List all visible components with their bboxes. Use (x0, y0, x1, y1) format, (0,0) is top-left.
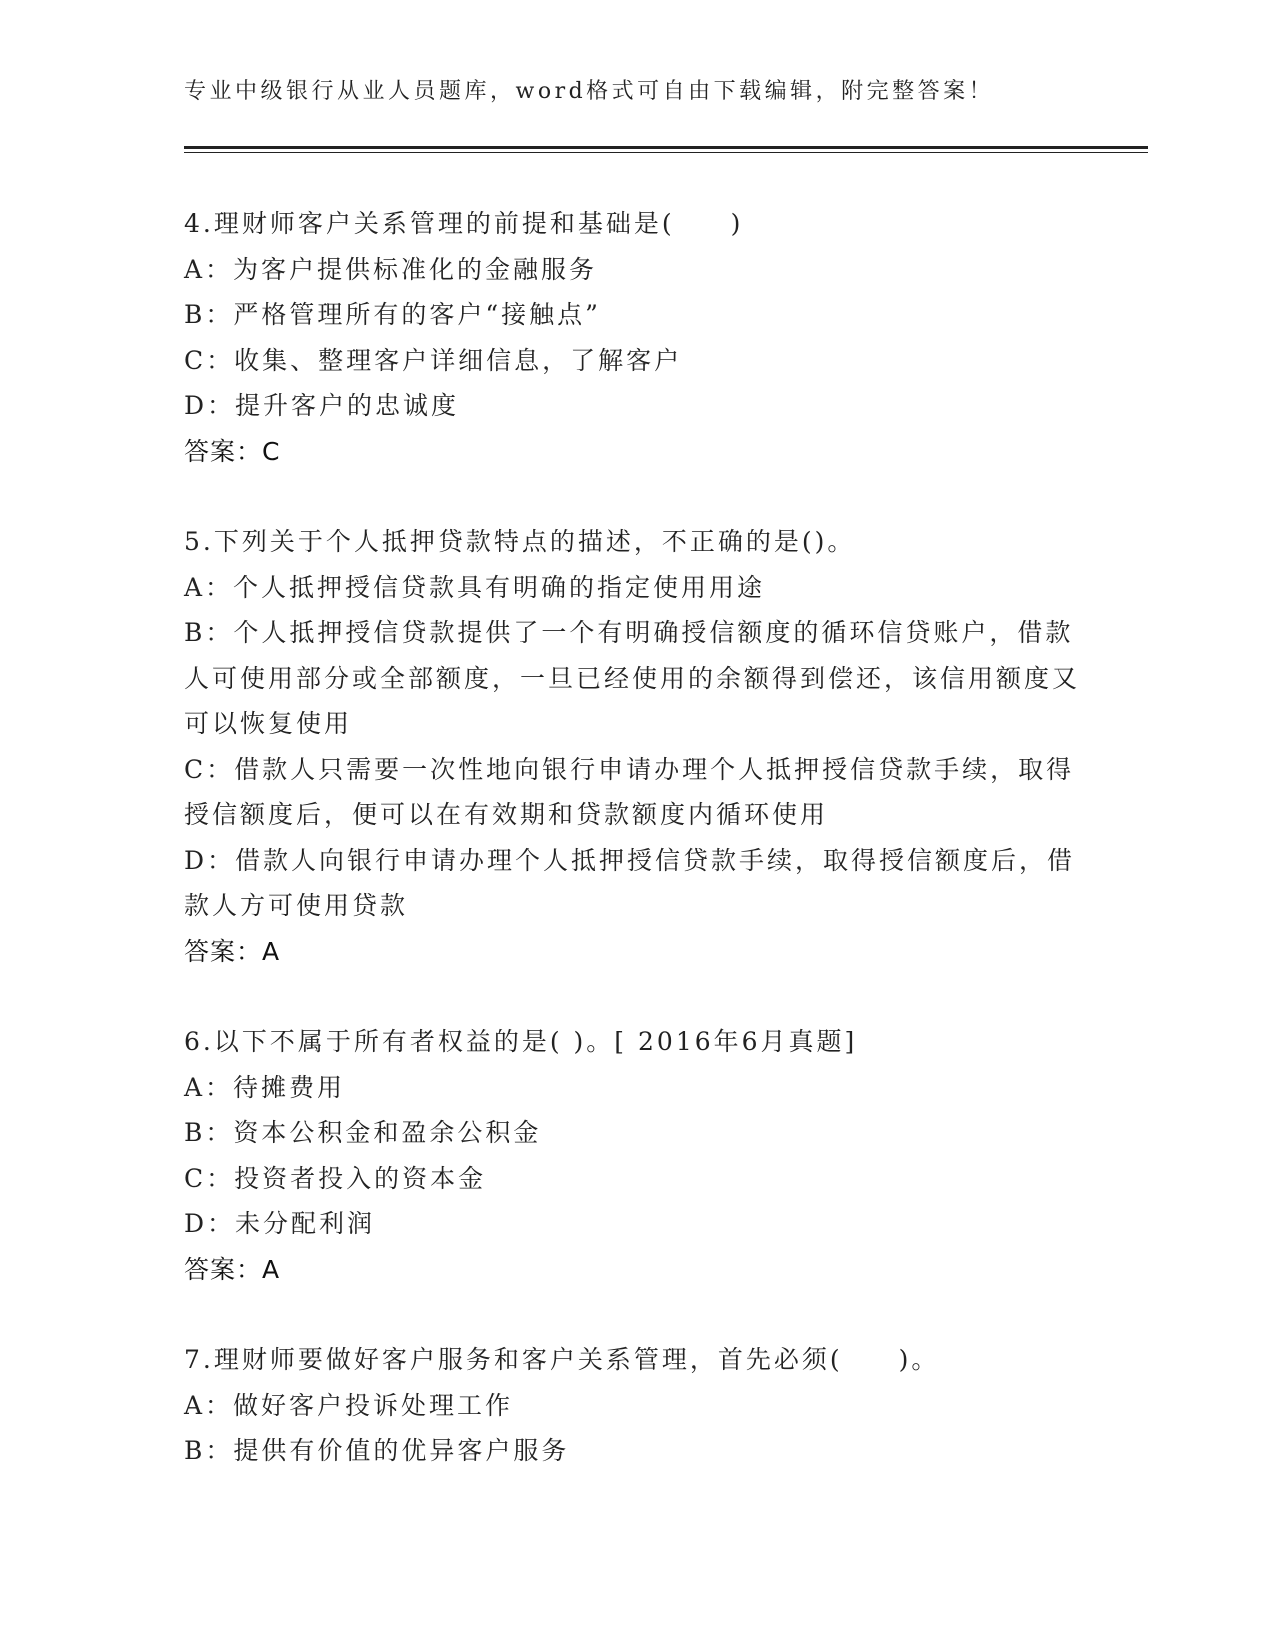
option-d: D：借款人向银行申请办理个人抵押授信贷款手续，取得授信额度后，借款人方可使用贷款 (184, 845, 1076, 920)
option-a: A：做好客户投诉处理工作 (184, 1390, 514, 1420)
question-stem: 4.理财师客户关系管理的前提和基础是( ) (184, 209, 744, 238)
answer-line: 答案：A (184, 936, 281, 966)
option-b: B：严格管理所有的客户“接触点” (184, 300, 601, 329)
question-6 (184, 1019, 1084, 1292)
option-a: A：个人抵押授信贷款具有明确的指定使用用途 (184, 572, 766, 602)
answer-line: 答案：A (184, 1254, 281, 1284)
question-7 (184, 1337, 1084, 1474)
question-stem: 7.理财师要做好客户服务和客户关系管理，首先必须( )。 (184, 1345, 940, 1374)
page-header: 专业中级银行从业人员题库，word格式可自由下载编辑，附完整答案！ (184, 79, 995, 104)
option-b: B：提供有价值的优异客户服务 (184, 1436, 570, 1465)
question-list (184, 201, 1084, 1519)
option-c: C：投资者投入的资本金 (184, 1163, 487, 1193)
header-divider-thick (184, 146, 1148, 149)
question-5 (184, 519, 1084, 974)
option-b: B：个人抵押授信贷款提供了一个有明确授信额度的循环信贷账户，借款人可使用部分或全部额度，一旦已经使用的余额得到偿还，该信用额度又可以恢复使用 (184, 618, 1081, 738)
header-divider-thin (184, 152, 1148, 153)
option-d: D：未分配利润 (184, 1209, 376, 1238)
option-d: D：提升客户的忠诚度 (184, 391, 460, 420)
option-c: C：收集、整理客户详细信息，了解客户 (184, 345, 683, 375)
answer-line: 答案：C (184, 436, 281, 466)
option-b: B：资本公积金和盈余公积金 (184, 1118, 542, 1147)
option-a: A：为客户提供标准化的金融服务 (184, 254, 598, 284)
question-4 (184, 201, 1084, 474)
question-stem: 6.以下不属于所有者权益的是( )。[ 2016年6月真题] (184, 1027, 858, 1056)
option-c: C：借款人只需要一次性地向银行申请办理个人抵押授信贷款手续，取得授信额度后，便可以在有效期和贷款额度内循环使用 (184, 754, 1075, 829)
question-stem: 5.下列关于个人抵押贷款特点的描述，不正确的是()。 (184, 527, 856, 556)
option-a: A：待摊费用 (184, 1072, 346, 1102)
